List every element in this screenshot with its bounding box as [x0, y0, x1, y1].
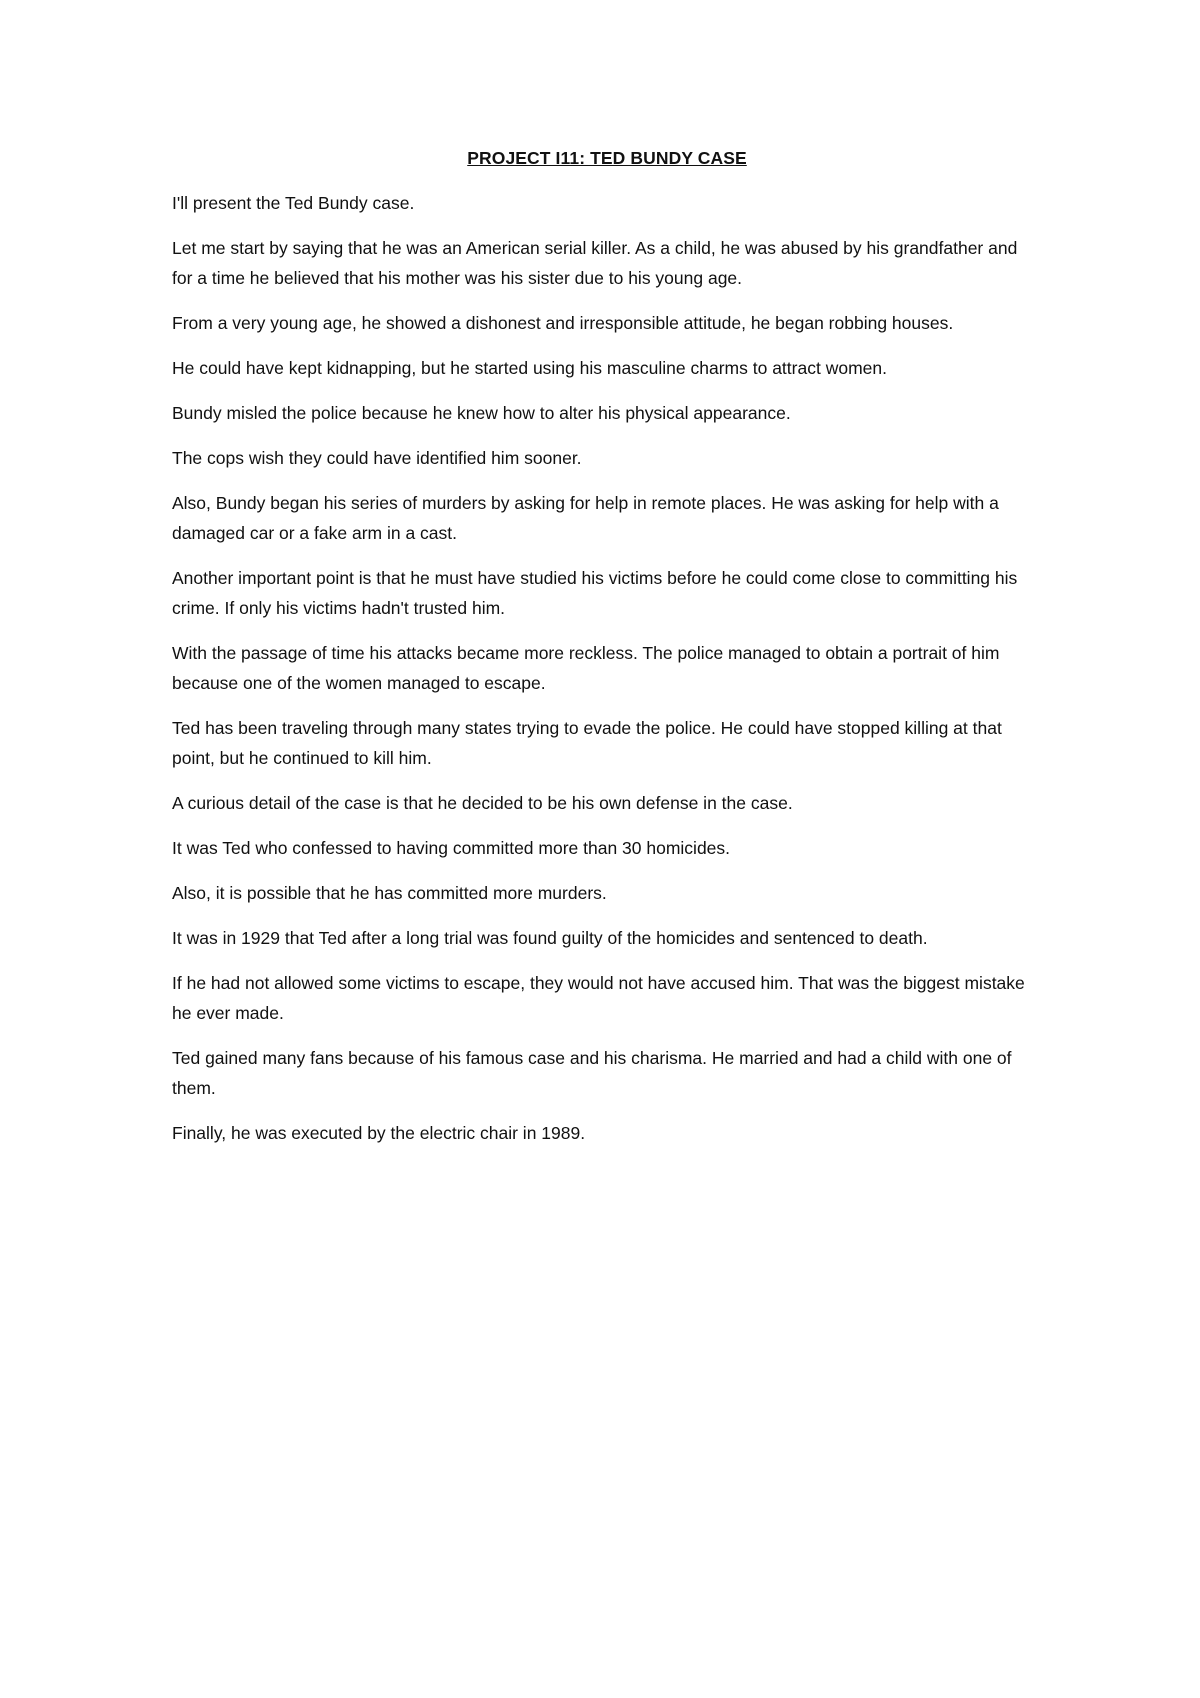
paragraph-6: The cops wish they could have identified him sooner. — [172, 448, 582, 468]
paragraph-3: From a very young age, he showed a dishonest and irresponsible attitude, he began robbing houses. — [172, 313, 954, 333]
document-body — [172, 143, 1042, 1163]
paragraph-1: I'll present the Ted Bundy case. — [172, 193, 415, 213]
paragraph-2: Let me start by saying that he was an American serial killer. As a child, he was abused by his grandfather and for a time he believed that his mother was his sister due to his young age. — [172, 238, 1018, 288]
paragraph-5: Bundy misled the police because he knew how to alter his physical appearance. — [172, 403, 791, 423]
paragraph-13: Also, it is possible that he has committed more murders. — [172, 883, 607, 903]
paragraph-11: A curious detail of the case is that he decided to be his own defense in the case. — [172, 793, 793, 813]
paragraph-14: It was in 1929 that Ted after a long trial was found guilty of the homicides and sentenced to death. — [172, 928, 928, 948]
paragraph-7: Also, Bundy began his series of murders by asking for help in remote places. He was asking for help with a damaged car or a fake arm in a cast. — [172, 493, 999, 543]
paragraph-9: With the passage of time his attacks became more reckless. The police managed to obtain a portrait of him because one of the women managed to escape. — [172, 643, 1000, 693]
paragraph-15: If he had not allowed some victims to escape, they would not have accused him. That was the biggest mistake he ever made. — [172, 973, 1025, 1023]
paragraph-17: Finally, he was executed by the electric chair in 1989. — [172, 1123, 586, 1143]
paragraph-4: He could have kept kidnapping, but he started using his masculine charms to attract women. — [172, 358, 887, 378]
paragraph-16: Ted gained many fans because of his famous case and his charisma. He married and had a child with one of them. — [172, 1048, 1012, 1098]
paragraph-12: It was Ted who confessed to having committed more than 30 homicides. — [172, 838, 731, 858]
document-title: PROJECT I11: TED BUNDY CASE — [467, 148, 747, 168]
paragraph-10: Ted has been traveling through many states trying to evade the police. He could have stopped killing at that point, but he continued to kill him. — [172, 718, 1002, 768]
paragraph-8: Another important point is that he must have studied his victims before he could come close to committing his crime. If only his victims hadn't trusted him. — [172, 568, 1018, 618]
